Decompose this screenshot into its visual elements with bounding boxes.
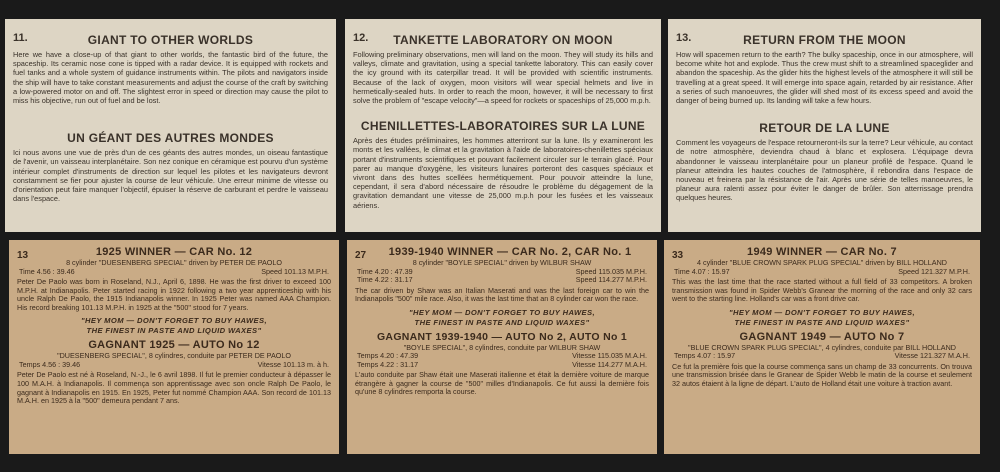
card-text-fr: Ce fut la première fois que la course commença sans un champ de 33 concurrents. On trouva une transmission brisée dans le Granear de Spider Webb le matin de la course et seulement 32 autos étaient à la ligne de départ. L'auto de Holland était une voiture à traction avant. (672, 361, 972, 388)
card-title-fr: GAGNANT 1949 — AUTO No 7 (739, 330, 905, 343)
card-text-fr: Peter De Paolo est né à Roseland, N.-J., le 6 avril 1898. Il fut le premier conducteur à dépasser le 100 M.A.H. à Indianapolis. Il commença son apprentissage avec son oncle Ralph De Paolo, le gagnant à Indianapolis en 1915. En 1925, Peter fut nommé Champion AAA. Son record de 101.13 M.A.H. en 1925 à la "500" demeura pendant 7 ans. (17, 370, 331, 406)
card-text-fr: Comment les voyageurs de l'espace retourneront-ils sur la terre? Leur véhicule, au contact de notre atmosphère, deviendra chaud à blanc et explosera. L'équipage devra abandonner le vaisseau interplanétaire pour un planeur profilé de l'espace. Quand le planeur atteindra les hautes couches de l'atmosphère, il rebondira dans l'espace de nouveau et freinera par la résistance de l'air. Après une série de telles manoeuvres, le planeur aura ralenti assez pour éviter le danger de brûler. Son atterrissage prendra quelques heures. (676, 138, 973, 203)
time-en: Time 4.20 : 47.39 (357, 266, 413, 276)
card-subtitle-en: 4 cylinder "BLUE CROWN SPARK PLUG SPECIAL" driven by BILL HOLLAND (697, 258, 947, 267)
time-speed-row-fr (19, 361, 329, 370)
time-speed-row-fr-2 (357, 361, 647, 370)
card-title-en: 1939-1940 WINNER — CAR No. 2, CAR No. 1 (388, 246, 632, 258)
speed2-en: Speed 114.277 M.P.H. (575, 275, 647, 284)
time-fr: Temps 4.56 : 39.46 (19, 359, 81, 369)
card-title-fr: RETOUR DE LA LUNE (759, 121, 890, 136)
card-number: 13 (17, 250, 29, 261)
card-number: 11. (13, 32, 28, 44)
speed-en: Speed 101.13 M.P.H. (261, 266, 329, 276)
slogan-line-2: THE FINEST IN PASTE AND LIQUID WAXES" (86, 326, 262, 336)
slogan-line-1: "HEY MOM — DON'T FORGET TO BUY HAWES, (728, 307, 915, 317)
card-number: 27 (355, 250, 367, 261)
speed2-fr: Vitesse 114.277 M.A.H. (572, 359, 647, 369)
card-title-en: TANKETTE LABORATORY ON MOON (393, 33, 613, 47)
card-text-en: Peter De Paolo was born in Roseland, N.J., April 6, 1898. He was the first driver to exceed 100 M.P.H. at Indianapolis. Peter started racing in 1922 following a two year apprenticeship with his uncle Ralph De Paolo, the 1915 Indianapolis winner. In 1925 Peter was named AAA Champion. His record breaking 101.13 M.P.H. in 1925 at the "500" stood for 7 years. (17, 277, 331, 312)
card-text-en: This was the last time that the race started without a full field of 33 competitors. A broken transmission was found in Spider Webb's Granear the morning of the race and only 32 cars went to the starting line. Holland's car was a front drive car. (672, 277, 972, 304)
card-12 (345, 19, 661, 232)
card-title-fr: UN GÉANT DES AUTRES MONDES (67, 131, 274, 146)
card-subtitle-en: 8 cylinder "DUESENBERG SPECIAL" driven by PETER DE PAOLO (66, 258, 282, 267)
card-title-fr: CHENILLETTES-LABORATOIRES SUR LA LUNE (360, 119, 646, 134)
card-33-racing (664, 240, 980, 454)
card-subtitle-en: 8 cylinder "BOYLE SPECIAL" driven by WILBUR SHAW (412, 258, 592, 267)
card-13 (668, 19, 981, 232)
card-title-en: 1925 WINNER — CAR No. 12 (95, 246, 253, 258)
time2-en: Time 4.22 : 31.17 (357, 275, 413, 284)
card-subtitle-fr: "BLUE CROWN SPARK PLUG SPECIAL", 4 cylindres, conduite par BILL HOLLAND (688, 342, 956, 352)
card-11 (5, 19, 336, 232)
time-fr: Temps 4.20 : 47.39 (357, 351, 419, 361)
card-text-en: The car driven by Shaw was an Italian Maserati and was the last foreign car to win the Indianapolis "500" mile race. Also, it was the last time that an 8 cylinder car won the race. (355, 285, 649, 304)
slogan-line-2: THE FINEST IN PASTE AND LIQUID WAXES" (414, 317, 590, 327)
time-speed-row-fr (674, 352, 970, 361)
card-text-en: Following preliminary observations, men will land on the moon. They will study its hills and valleys, climate and gravitation, using a special tankette laboratory. This can easily cover the icy ground with its caterpillar tread. It will be provided with scientific instruments. Because of the lack of oxygen, moon visitors will wear special helmets and live in hermetically-sealed huts. In order to reach the moon, however, it will be necessary to first solve the problem of "escape velocity"—a speed for rockets or spaceships of 25,000 m.p.h. (353, 50, 653, 106)
card-number: 33 (672, 250, 684, 261)
speed-en: Speed 121.327 M.P.H. (898, 266, 970, 276)
card-number: 12. (353, 32, 369, 44)
card-subtitle-fr: "DUESENBERG SPECIAL", 8 cylindres, conduite par PETER DE PAOLO (57, 351, 291, 361)
card-number: 13. (676, 32, 692, 44)
time-en: Time 4.56 : 39.46 (19, 266, 75, 276)
slogan (664, 308, 980, 328)
card-27-racing (347, 240, 657, 454)
time-speed-row (19, 268, 329, 277)
card-13-racing (9, 240, 339, 454)
card-text-fr: L'auto conduite par Shaw était une Maserati italienne et était la dernière voiture de marque étrangère à gagner la course de "500" milles d'Indianapolis. Ce fut aussi la dernière fois qu'une 8 cylindres remporta la course. (355, 370, 649, 397)
time-speed-row (674, 268, 970, 277)
card-text-fr: Ici nous avons une vue de près d'un de ces géants des autres mondes, un oiseau fantastique de l'avenir, un vaisseau interplanétaire. Son nez conique en céramique est pourvu d'un système intérieur complet d'instruments de direction sur lequel les pilotes et les navigateurs devront constamment se fier pour ajuster la course de leur véhicule. Une erreur minime de vitesse ou d'orientation peut faire manquer l'objectif, épuiser la réserve de carburant et perdre le vaisseau dans l'espace. (13, 148, 328, 204)
speed-en: Speed 115.035 M.P.H. (575, 266, 647, 276)
speed-fr: Vitesse 101.13 m. à h. (257, 359, 329, 369)
time2-fr: Temps 4.22 : 31.17 (357, 359, 419, 369)
slogan-line-1: "HEY MOM — DON'T FORGET TO BUY HAWES, (80, 316, 267, 326)
speed-fr: Vitesse 121.327 M.A.H. (894, 351, 970, 361)
time-speed-row-2 (357, 276, 647, 285)
card-title-en: GIANT TO OTHER WORLDS (87, 33, 254, 47)
card-text-fr: Après des études préliminaires, les hommes atterriront sur la lune. Ils y examineront les monts et les vallées, le climat et la gravitation à l'aide de laboratoires-chenillettes spéciaux portant d'instruments scientifiques et pouvant facilement circuler sur le terrain glacé. Pour parer au manque d'oxygène, les visiteurs lunaires porteront des casques spéciaux et vivront dans des huttes scellées hermétiquement. Pour pouvoir atteindre la lune, cependant, il sera d'abord nécessaire de résoudre le problème du dégagement de la gravitation demandant une vitesse de 25,000 m.p.h pour les fusées et les vaisseaux aériens. (353, 136, 653, 210)
card-subtitle-fr: "BOYLE SPECIAL", 8 cylindres, conduite par WILBUR SHAW (403, 342, 601, 352)
slogan (347, 308, 657, 328)
time-en: Time 4.07 : 15.97 (674, 266, 730, 276)
card-text-en: How will spacemen return to the earth? The bulky spaceship, once in our atmosphere, will become white hot and explode. Thus the crew must shift to a streamlined spaceglider and abandon the spaceship. As the glider hits the highest levels of the atmosphere it will still be travelling at a great speed. It will emerge into space again, retarded by air resistance. After a series of such manoeuvres, the glider will shed most of its excess speed and avoid the danger of being burned up. Its landing will take a few hours. (676, 50, 973, 106)
slogan-line-1: "HEY MOM — DON'T FORGET TO BUY HAWES, (408, 307, 595, 317)
time-fr: Temps 4.07 : 15.97 (674, 351, 736, 361)
card-title-en: RETURN FROM THE MOON (743, 33, 906, 47)
card-title-fr: GAGNANT 1925 — AUTO No 12 (88, 339, 260, 352)
speed-fr: Vitesse 115.035 M.A.H. (572, 351, 647, 361)
slogan-line-2: THE FINEST IN PASTE AND LIQUID WAXES" (734, 317, 910, 327)
card-title-en: 1949 WINNER — CAR No. 7 (747, 246, 897, 258)
card-title-fr: GAGNANT 1939-1940 — AUTO No 2, AUTO No 1 (376, 330, 628, 343)
slogan (9, 316, 339, 336)
card-text-en: Here we have a close-up of that giant to other worlds, the fantastic bird of the future, the spaceship. Its ceramic nose cone is tipped with a radar device. It is equipped with rockets and fuel tanks and a whole system of guidance instruments within. The pilots and navigators inside the ship will have to take constant measurements and adjust the course of the craft by switching a low-powered motor on and off. The slightest error in speed or direction may cause the pilot to miss his objective, run out of fuel and be lost. (13, 50, 328, 106)
